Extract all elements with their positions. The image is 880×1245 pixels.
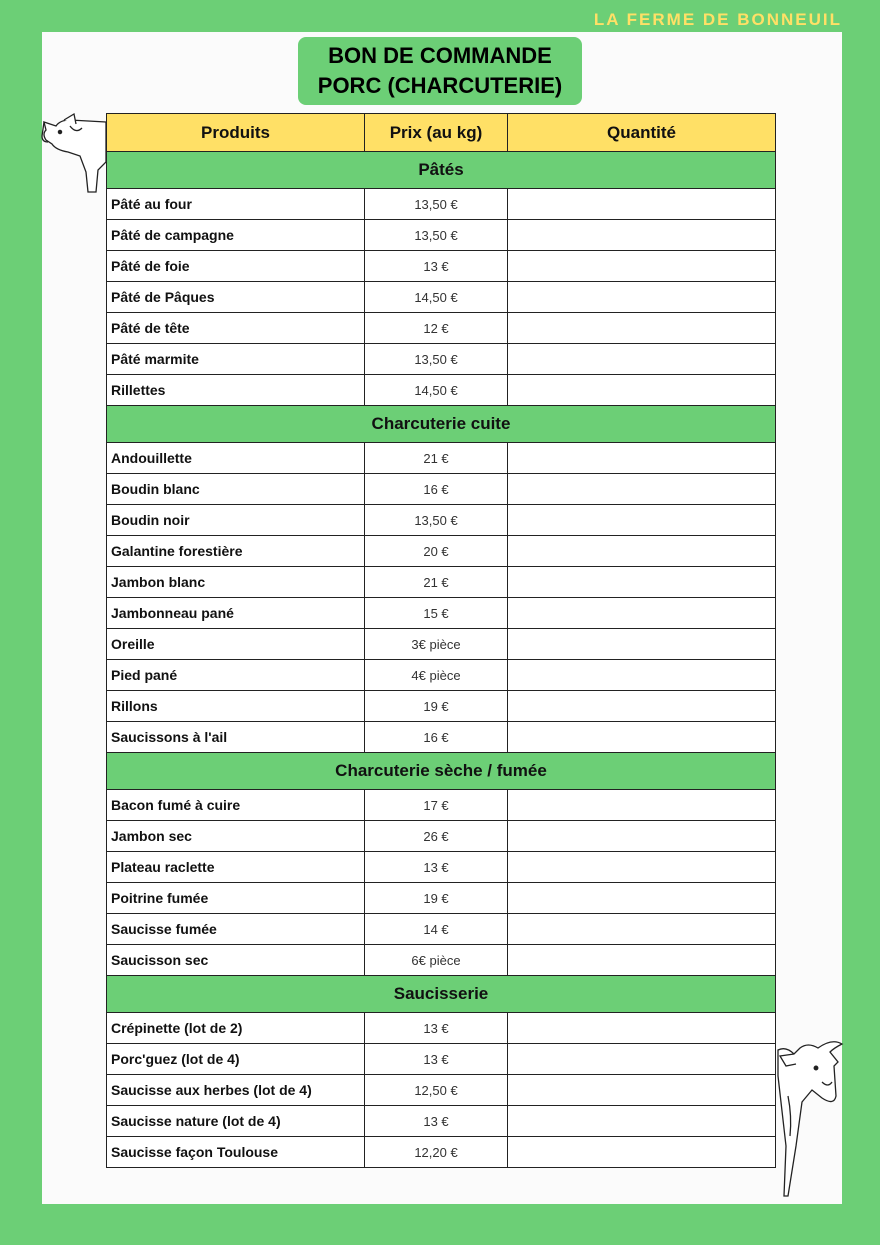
column-header-price: Prix (au kg) [365, 114, 508, 152]
quantity-cell[interactable] [508, 883, 776, 914]
product-price: 19 € [365, 691, 508, 722]
table-row [107, 1075, 776, 1106]
product-price: 19 € [365, 883, 508, 914]
table-row [107, 914, 776, 945]
page-title [298, 37, 582, 105]
product-name: Saucisse façon Toulouse [107, 1137, 365, 1168]
product-price: 13,50 € [365, 220, 508, 251]
table-row [107, 251, 776, 282]
product-price: 21 € [365, 567, 508, 598]
product-price: 26 € [365, 821, 508, 852]
quantity-cell[interactable] [508, 567, 776, 598]
product-price: 4€ pièce [365, 660, 508, 691]
table-row [107, 474, 776, 505]
product-name: Bacon fumé à cuire [107, 790, 365, 821]
quantity-cell[interactable] [508, 474, 776, 505]
product-price: 13 € [365, 1044, 508, 1075]
table-row [107, 629, 776, 660]
section-row [107, 152, 776, 189]
table-row [107, 691, 776, 722]
table-row [107, 883, 776, 914]
product-name: Pâté marmite [107, 344, 365, 375]
table-row [107, 1137, 776, 1168]
product-price: 6€ pièce [365, 945, 508, 976]
quantity-cell[interactable] [508, 1075, 776, 1106]
table-row [107, 536, 776, 567]
quantity-cell[interactable] [508, 344, 776, 375]
product-name: Boudin noir [107, 505, 365, 536]
product-name: Pâté de campagne [107, 220, 365, 251]
table-row [107, 189, 776, 220]
section-row [107, 976, 776, 1013]
product-price: 14,50 € [365, 375, 508, 406]
product-name: Saucisse nature (lot de 4) [107, 1106, 365, 1137]
table-row [107, 660, 776, 691]
quantity-cell[interactable] [508, 251, 776, 282]
product-name: Galantine forestière [107, 536, 365, 567]
product-name: Plateau raclette [107, 852, 365, 883]
quantity-cell[interactable] [508, 313, 776, 344]
table-row [107, 1106, 776, 1137]
quantity-cell[interactable] [508, 443, 776, 474]
quantity-cell[interactable] [508, 629, 776, 660]
quantity-cell[interactable] [508, 852, 776, 883]
table-row [107, 567, 776, 598]
section-title: Saucisserie [107, 976, 776, 1013]
pig-icon [40, 112, 106, 194]
product-name: Poitrine fumée [107, 883, 365, 914]
quantity-cell[interactable] [508, 536, 776, 567]
product-price: 3€ pièce [365, 629, 508, 660]
table-row [107, 282, 776, 313]
product-name: Rillettes [107, 375, 365, 406]
product-name: Pâté au four [107, 189, 365, 220]
quantity-cell[interactable] [508, 220, 776, 251]
table-row [107, 821, 776, 852]
section-row [107, 753, 776, 790]
product-name: Pâté de Pâques [107, 282, 365, 313]
table-row [107, 945, 776, 976]
quantity-cell[interactable] [508, 189, 776, 220]
section-title: Charcuterie cuite [107, 406, 776, 443]
product-price: 13,50 € [365, 505, 508, 536]
table-row [107, 505, 776, 536]
quantity-cell[interactable] [508, 1013, 776, 1044]
product-price: 13 € [365, 251, 508, 282]
product-name: Jambon sec [107, 821, 365, 852]
section-title: Pâtés [107, 152, 776, 189]
table-row [107, 344, 776, 375]
product-price: 21 € [365, 443, 508, 474]
product-price: 13 € [365, 1106, 508, 1137]
table-header-row [107, 114, 776, 152]
product-price: 15 € [365, 598, 508, 629]
table-row [107, 852, 776, 883]
product-price: 13 € [365, 1013, 508, 1044]
quantity-cell[interactable] [508, 914, 776, 945]
table-row [107, 1013, 776, 1044]
product-name: Saucisson sec [107, 945, 365, 976]
product-name: Saucissons à l'ail [107, 722, 365, 753]
quantity-cell[interactable] [508, 505, 776, 536]
quantity-cell[interactable] [508, 691, 776, 722]
quantity-cell[interactable] [508, 660, 776, 691]
quantity-cell[interactable] [508, 1106, 776, 1137]
table-row [107, 1044, 776, 1075]
product-price: 14,50 € [365, 282, 508, 313]
quantity-cell[interactable] [508, 282, 776, 313]
title-line-1: BON DE COMMANDE [328, 43, 552, 68]
title-line-2: PORC (CHARCUTERIE) [317, 73, 563, 98]
product-price: 12 € [365, 313, 508, 344]
quantity-cell[interactable] [508, 945, 776, 976]
column-header-quantity: Quantité [508, 114, 776, 152]
product-name: Porc'guez (lot de 4) [107, 1044, 365, 1075]
product-price: 12,50 € [365, 1075, 508, 1106]
product-name: Saucisse fumée [107, 914, 365, 945]
product-name: Jambon blanc [107, 567, 365, 598]
section-title: Charcuterie sèche / fumée [107, 753, 776, 790]
product-name: Pâté de tête [107, 313, 365, 344]
quantity-cell[interactable] [508, 790, 776, 821]
product-name: Boudin blanc [107, 474, 365, 505]
product-name: Rillons [107, 691, 365, 722]
product-price: 17 € [365, 790, 508, 821]
column-header-products: Produits [107, 114, 365, 152]
product-name: Saucisse aux herbes (lot de 4) [107, 1075, 365, 1106]
product-price: 16 € [365, 474, 508, 505]
product-price: 13 € [365, 852, 508, 883]
product-name: Jambonneau pané [107, 598, 365, 629]
product-price: 14 € [365, 914, 508, 945]
table-body [107, 152, 776, 1168]
quantity-cell[interactable] [508, 1137, 776, 1168]
product-name: Crépinette (lot de 2) [107, 1013, 365, 1044]
quantity-cell[interactable] [508, 1044, 776, 1075]
table-row [107, 598, 776, 629]
table-row [107, 443, 776, 474]
product-price: 20 € [365, 536, 508, 567]
quantity-cell[interactable] [508, 821, 776, 852]
product-price: 12,20 € [365, 1137, 508, 1168]
product-name: Oreille [107, 629, 365, 660]
brand-name: LA FERME DE BONNEUIL [593, 10, 842, 29]
product-name: Andouillette [107, 443, 365, 474]
product-name: Pied pané [107, 660, 365, 691]
quantity-cell[interactable] [508, 722, 776, 753]
quantity-cell[interactable] [508, 598, 776, 629]
section-row [107, 406, 776, 443]
table-row [107, 375, 776, 406]
product-price: 13,50 € [365, 189, 508, 220]
product-name: Pâté de foie [107, 251, 365, 282]
order-table [106, 113, 776, 1168]
quantity-cell[interactable] [508, 375, 776, 406]
table-row [107, 790, 776, 821]
product-price: 16 € [365, 722, 508, 753]
table-row [107, 313, 776, 344]
cow-icon [772, 1036, 844, 1204]
product-price: 13,50 € [365, 344, 508, 375]
table-row [107, 220, 776, 251]
table-row [107, 722, 776, 753]
